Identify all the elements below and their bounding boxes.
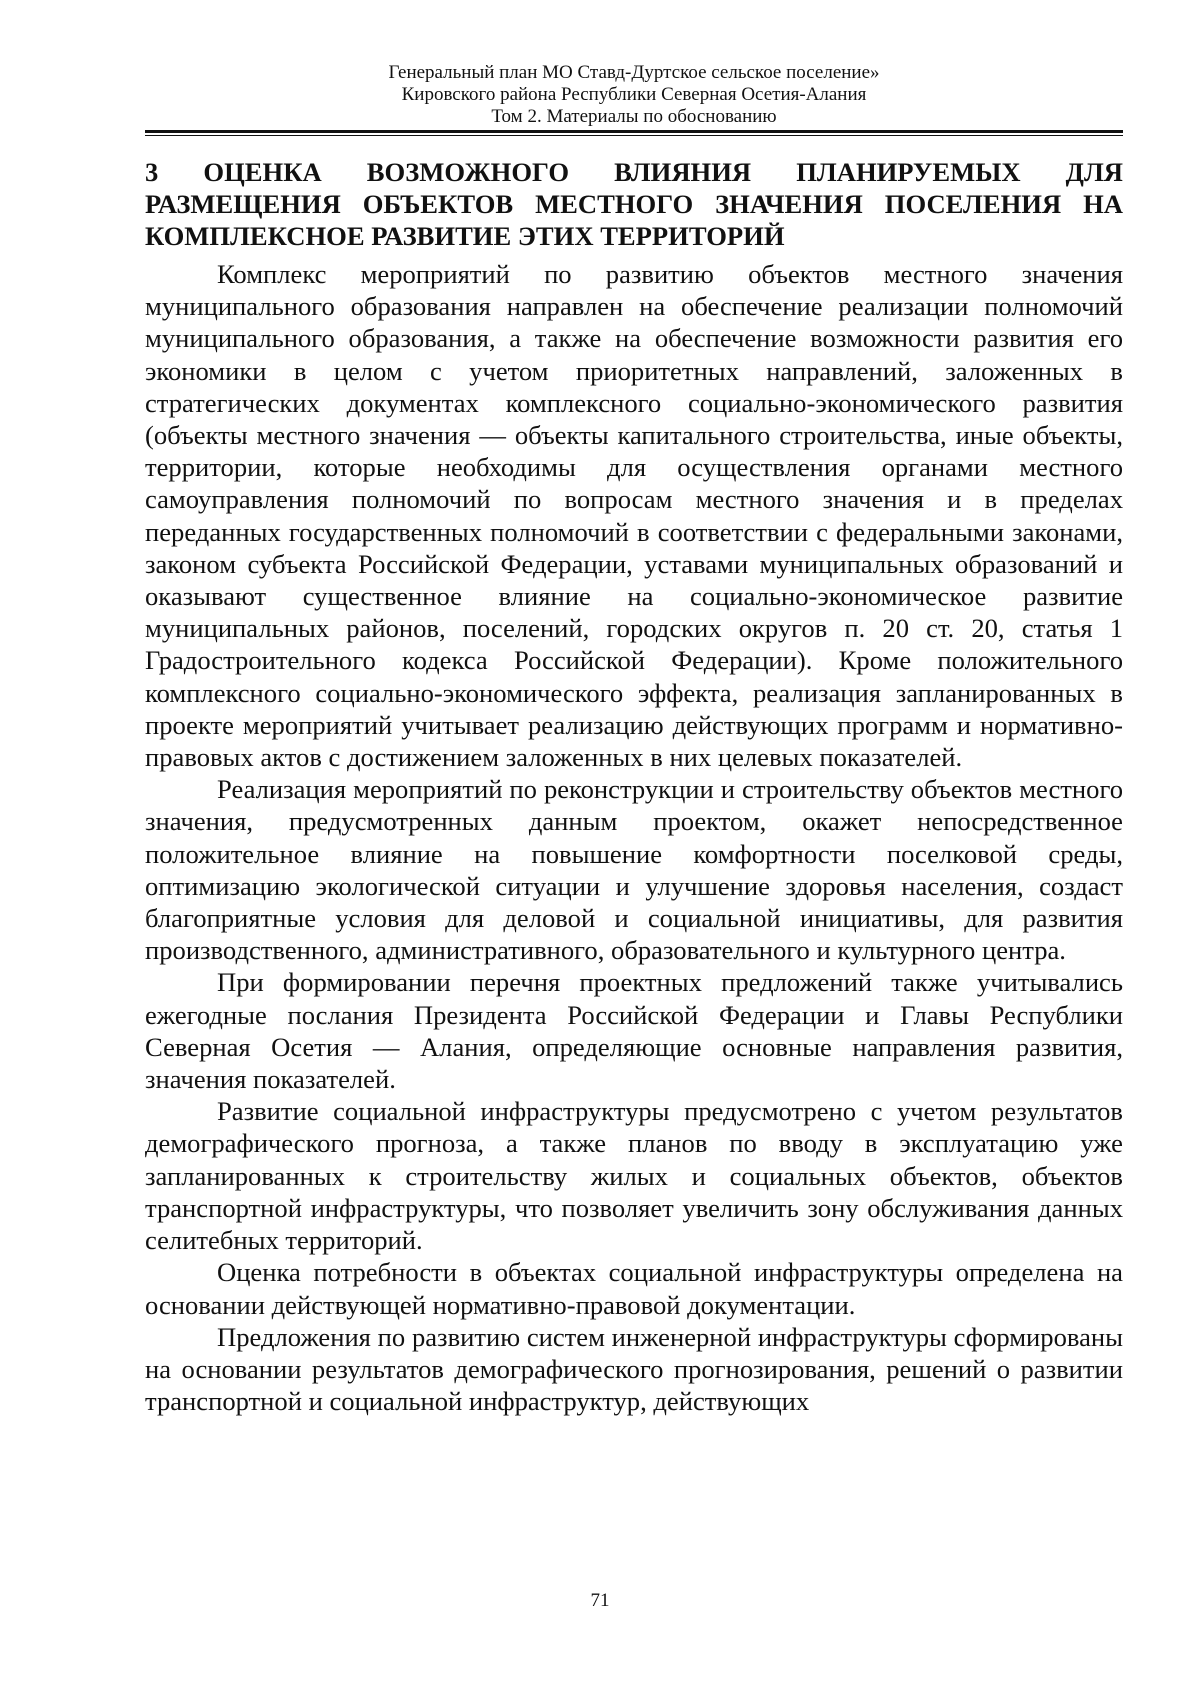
header-rule-thin (145, 135, 1123, 136)
document-page (145, 62, 1123, 1417)
section-heading: 3 ОЦЕНКА ВОЗМОЖНОГО ВЛИЯНИЯ ПЛАНИРУЕМЫХ ДЛЯ РАЗМЕЩЕНИЯ ОБЪЕКТОВ МЕСТНОГО ЗНАЧЕНИЯ ПОСЕЛЕНИЯ НА КОМПЛЕКСНОЕ РАЗВИТИЕ ЭТИХ ТЕРРИТОРИЙ (145, 157, 1123, 251)
header-rule-thick (145, 130, 1123, 133)
body-paragraph: Реализация мероприятий по реконструкции и строительству объектов местного значения, предусмотренных данным проектом, окажет непосредственное положительное влияние на повышение комфортности поселковой среды, оптимизацию экологической ситуации и улучшение здоровья населения, создаст благоприятные условия для деловой и социальной инициативы, для развития производственного, административного, образовательного и культурного центра. (145, 774, 1123, 966)
body-paragraph: Развитие социальной инфраструктуры предусмотрено с учетом результатов демографического прогноза, а также планов по вводу в эксплуатацию уже запланированных к строительству жилых и социальных объектов, объектов транспортной инфраструктуры, что позволяет увеличить зону обслуживания данных селитебных территорий. (145, 1096, 1123, 1256)
body-paragraph: Комплекс мероприятий по развитию объектов местного значения муниципального образования направлен на обеспечение реализации полномочий муниципального образования, а также на обеспечение возможности развития его экономики в целом с учетом приоритетных направлений, заложенных в стратегических документах комплексного социально-экономического развития (объекты местного значения — объекты капитального строительства, иные объекты, территории, которые необходимы для осуществления органами местного самоуправления полномочий по вопросам местного значения и в пределах переданных государственных полномочий в соответствии с федеральными законами, законом субъекта Российской Федерации, уставами муниципальных образований и оказывают существенное влияние на социально-экономическое развитие муниципальных районов, поселений, городских округов п. 20 ст. 20, статья 1 Градостроительного кодекса Российской Федерации). Кроме положительного комплексного социально-экономического эффекта, реализация запланированных в проекте мероприятий учитывает реализацию действующих программ и нормативно-правовых актов с достижением заложенных в них целевых показателей. (145, 259, 1123, 773)
body-paragraph: При формировании перечня проектных предложений также учитывались ежегодные послания Президента Российской Федерации и Главы Республики Северная Осетия — Алания, определяющие основные направления развития, значения показателей. (145, 967, 1123, 1095)
header-line-volume: Том 2. Материалы по обоснованию (491, 106, 777, 127)
header-line-region: Кировского района Республики Северная Осетия-Алания (401, 84, 867, 105)
running-header (145, 62, 1123, 128)
body-paragraph: Оценка потребности в объектах социальной инфраструктуры определена на основании действующей нормативно-правовой документации. (145, 1257, 1123, 1320)
page-number: 71 (590, 1590, 610, 1611)
header-line-title: Генеральный план МО Ставд-Дуртское сельское поселение» (388, 62, 880, 83)
body-paragraph: Предложения по развитию систем инженерной инфраструктуры сформированы на основании результатов демографического прогнозирования, решений о развитии транспортной и социальной инфраструктур, действующих (145, 1321, 1123, 1417)
